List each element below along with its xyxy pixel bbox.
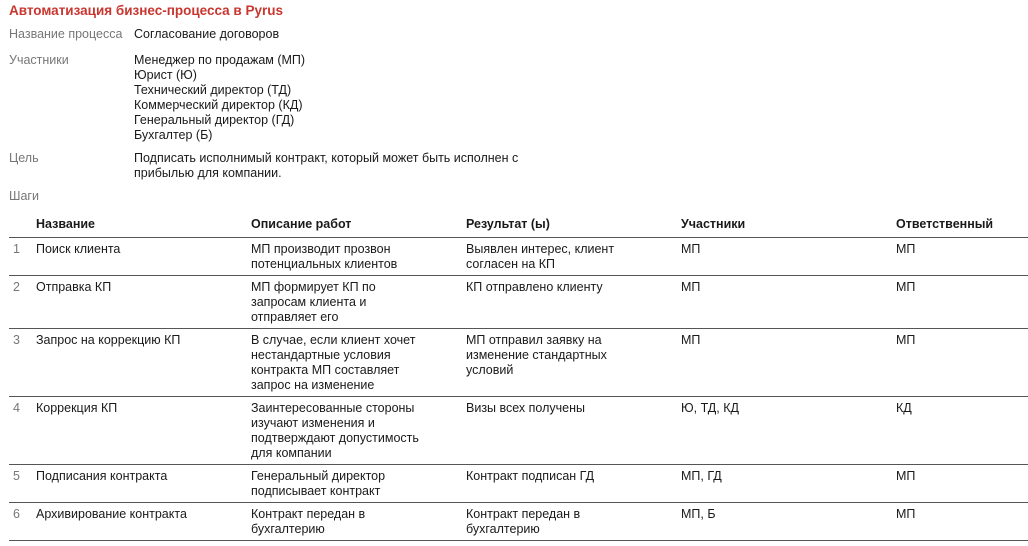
row-number: 5 bbox=[9, 465, 36, 503]
step-description-text: Контракт передан в бухгалтерию bbox=[251, 507, 366, 536]
step-responsible: МП bbox=[896, 329, 1028, 397]
header-responsible: Ответственный bbox=[896, 213, 1028, 238]
step-responsible: МП bbox=[896, 276, 1028, 329]
header-result: Результат (ы) bbox=[466, 213, 681, 238]
step-name: Запрос на коррекцию КП bbox=[36, 329, 251, 397]
goal-line: Подписать исполнимый контракт, который может быть исполнен с bbox=[134, 151, 519, 165]
step-description-text: В случае, если клиент хочет нестандартные условия контракта МП составляет запрос на изменение bbox=[251, 333, 416, 392]
step-participants: МП, ГД bbox=[681, 465, 896, 503]
page-title: Автоматизация бизнес-процесса в Pyrus bbox=[9, 3, 283, 18]
step-description bbox=[251, 238, 466, 276]
step-participants: МП, Б bbox=[681, 503, 896, 541]
step-description-text: МП производит прозвон потенциальных клиентов bbox=[251, 242, 398, 271]
row-number: 2 bbox=[9, 276, 36, 329]
step-description bbox=[251, 465, 466, 503]
table-row bbox=[9, 503, 1028, 541]
participant-item: Генеральный директор (ГД) bbox=[134, 113, 295, 127]
step-description-text: Генеральный директор подписывает контракт bbox=[251, 469, 386, 498]
step-description-text: МП формирует КП по запросам клиента и отправляет его bbox=[251, 280, 376, 324]
step-participants: МП bbox=[681, 329, 896, 397]
goal-value bbox=[134, 151, 518, 181]
row-number: 6 bbox=[9, 503, 36, 541]
step-name: Поиск клиента bbox=[36, 238, 251, 276]
step-name: Коррекция КП bbox=[36, 397, 251, 465]
header-participants: Участники bbox=[681, 213, 896, 238]
step-description-text: Заинтересованные стороны изучают изменения и подтверждают допустимость для компании bbox=[251, 401, 419, 460]
header-name: Название bbox=[36, 213, 251, 238]
table-row bbox=[9, 238, 1028, 276]
step-responsible: МП bbox=[896, 465, 1028, 503]
step-participants: МП bbox=[681, 276, 896, 329]
table-row bbox=[9, 276, 1028, 329]
steps-label: Шаги bbox=[9, 189, 39, 203]
step-result-text: КП отправлено клиенту bbox=[466, 280, 603, 294]
process-name-label: Название процесса bbox=[9, 27, 123, 41]
table-row bbox=[9, 329, 1028, 397]
step-responsible: КД bbox=[896, 397, 1028, 465]
participant-item: Коммерческий директор (КД) bbox=[134, 98, 303, 112]
participant-item: Юрист (Ю) bbox=[134, 68, 197, 82]
process-name-value: Согласование договоров bbox=[134, 27, 280, 41]
step-result bbox=[466, 238, 681, 276]
step-result-text: Выявлен интерес, клиент согласен на КП bbox=[466, 242, 615, 271]
table-header-row bbox=[9, 213, 1028, 238]
step-name: Подписания контракта bbox=[36, 465, 251, 503]
step-result bbox=[466, 503, 681, 541]
step-responsible: МП bbox=[896, 503, 1028, 541]
step-result bbox=[466, 397, 681, 465]
step-result bbox=[466, 465, 681, 503]
participant-item: Менеджер по продажам (МП) bbox=[134, 53, 306, 67]
step-participants: Ю, ТД, КД bbox=[681, 397, 896, 465]
row-number: 1 bbox=[9, 238, 36, 276]
header-num bbox=[9, 213, 36, 238]
step-result-text: МП отправил заявку на изменение стандартных условий bbox=[466, 333, 607, 377]
step-result-text: Контракт передан в бухгалтерию bbox=[466, 507, 581, 536]
participants-list bbox=[134, 53, 305, 143]
row-number: 3 bbox=[9, 329, 36, 397]
goal-label: Цель bbox=[9, 151, 39, 165]
steps-table bbox=[9, 213, 1028, 541]
step-description bbox=[251, 329, 466, 397]
step-description bbox=[251, 397, 466, 465]
step-name: Отправка КП bbox=[36, 276, 251, 329]
step-result bbox=[466, 329, 681, 397]
step-responsible: МП bbox=[896, 238, 1028, 276]
participants-label: Участники bbox=[9, 53, 69, 67]
step-description bbox=[251, 276, 466, 329]
step-result bbox=[466, 276, 681, 329]
goal-line: прибылью для компании. bbox=[134, 166, 282, 180]
header-description: Описание работ bbox=[251, 213, 466, 238]
table-row bbox=[9, 465, 1028, 503]
participant-item: Технический директор (ТД) bbox=[134, 83, 292, 97]
step-name: Архивирование контракта bbox=[36, 503, 251, 541]
participant-item: Бухгалтер (Б) bbox=[134, 128, 213, 142]
step-result-text: Контракт подписан ГД bbox=[466, 469, 595, 483]
table-row bbox=[9, 397, 1028, 465]
step-result-text: Визы всех получены bbox=[466, 401, 586, 415]
row-number: 4 bbox=[9, 397, 36, 465]
step-description bbox=[251, 503, 466, 541]
step-participants: МП bbox=[681, 238, 896, 276]
